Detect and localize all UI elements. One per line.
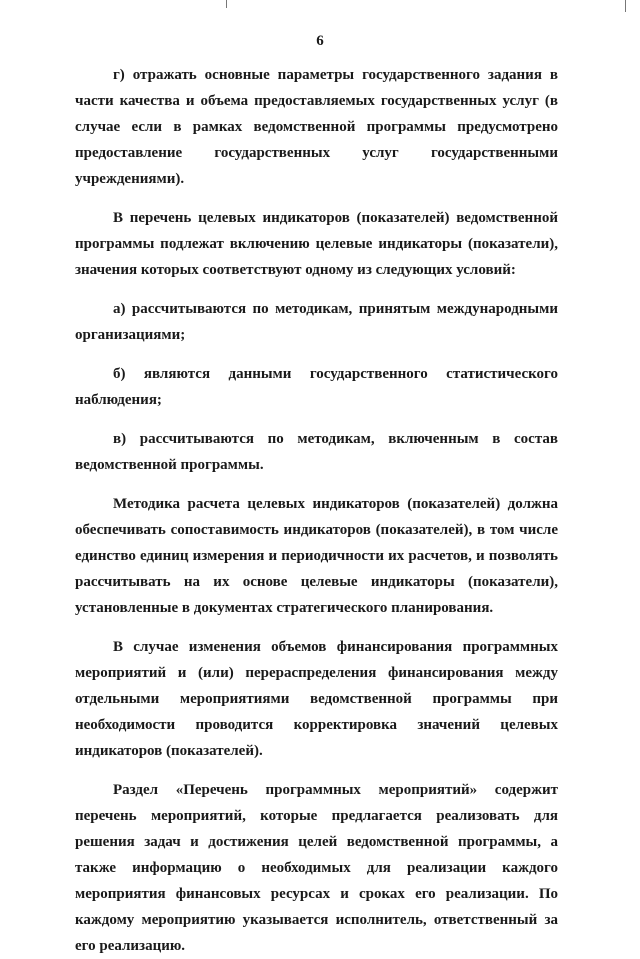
paragraph: а) рассчитываются по методикам, принятым международными организациями; bbox=[75, 301, 558, 343]
paragraph: г) отражать основные параметры государственного задания в части качества и объема предоставляемых государственных услуг (в случае если в рамках ведомственной программы предусмотрено предоставление государственных услуг государственными учреждениями). bbox=[75, 67, 558, 187]
paragraph: Методика расчета целевых индикаторов (показателей) должна обеспечивать сопоставимость индикаторов (показателей), в том числе единство единиц измерения и периодичности их расчетов, и позволять рассчитывать на их основе целевые индикаторы (показатели), установленные в документах стратегического планирования. bbox=[75, 496, 558, 616]
paragraph: в) рассчитываются по методикам, включенным в состав ведомственной программы. bbox=[75, 431, 558, 473]
paragraph: Раздел «Перечень программных мероприятий» содержит перечень мероприятий, которые предлагается реализовать для решения задач и достижения целей ведомственной программы, а также информацию о необходимых для реализации каждого мероприятия финансовых ресурсах и сроках его реализации. По каждому мероприятию указывается исполнитель, ответственный за его реализацию. bbox=[75, 782, 558, 954]
document-body bbox=[75, 62, 558, 959]
paragraph: б) являются данными государственного статистического наблюдения; bbox=[75, 366, 558, 408]
page-number: 6 bbox=[316, 33, 324, 49]
scan-mark bbox=[625, 0, 626, 12]
paragraph: В случае изменения объемов финансирования программных мероприятий и (или) перераспределения финансирования между отдельными мероприятиями ведомственной программы при необходимости проводится корректировка значений целевых индикаторов (показателей). bbox=[75, 639, 558, 759]
paragraph: В перечень целевых индикаторов (показателей) ведомственной программы подлежат включению целевые индикаторы (показатели), значения которых соответствуют одному из следующих условий: bbox=[75, 210, 558, 278]
scan-mark bbox=[226, 0, 227, 8]
